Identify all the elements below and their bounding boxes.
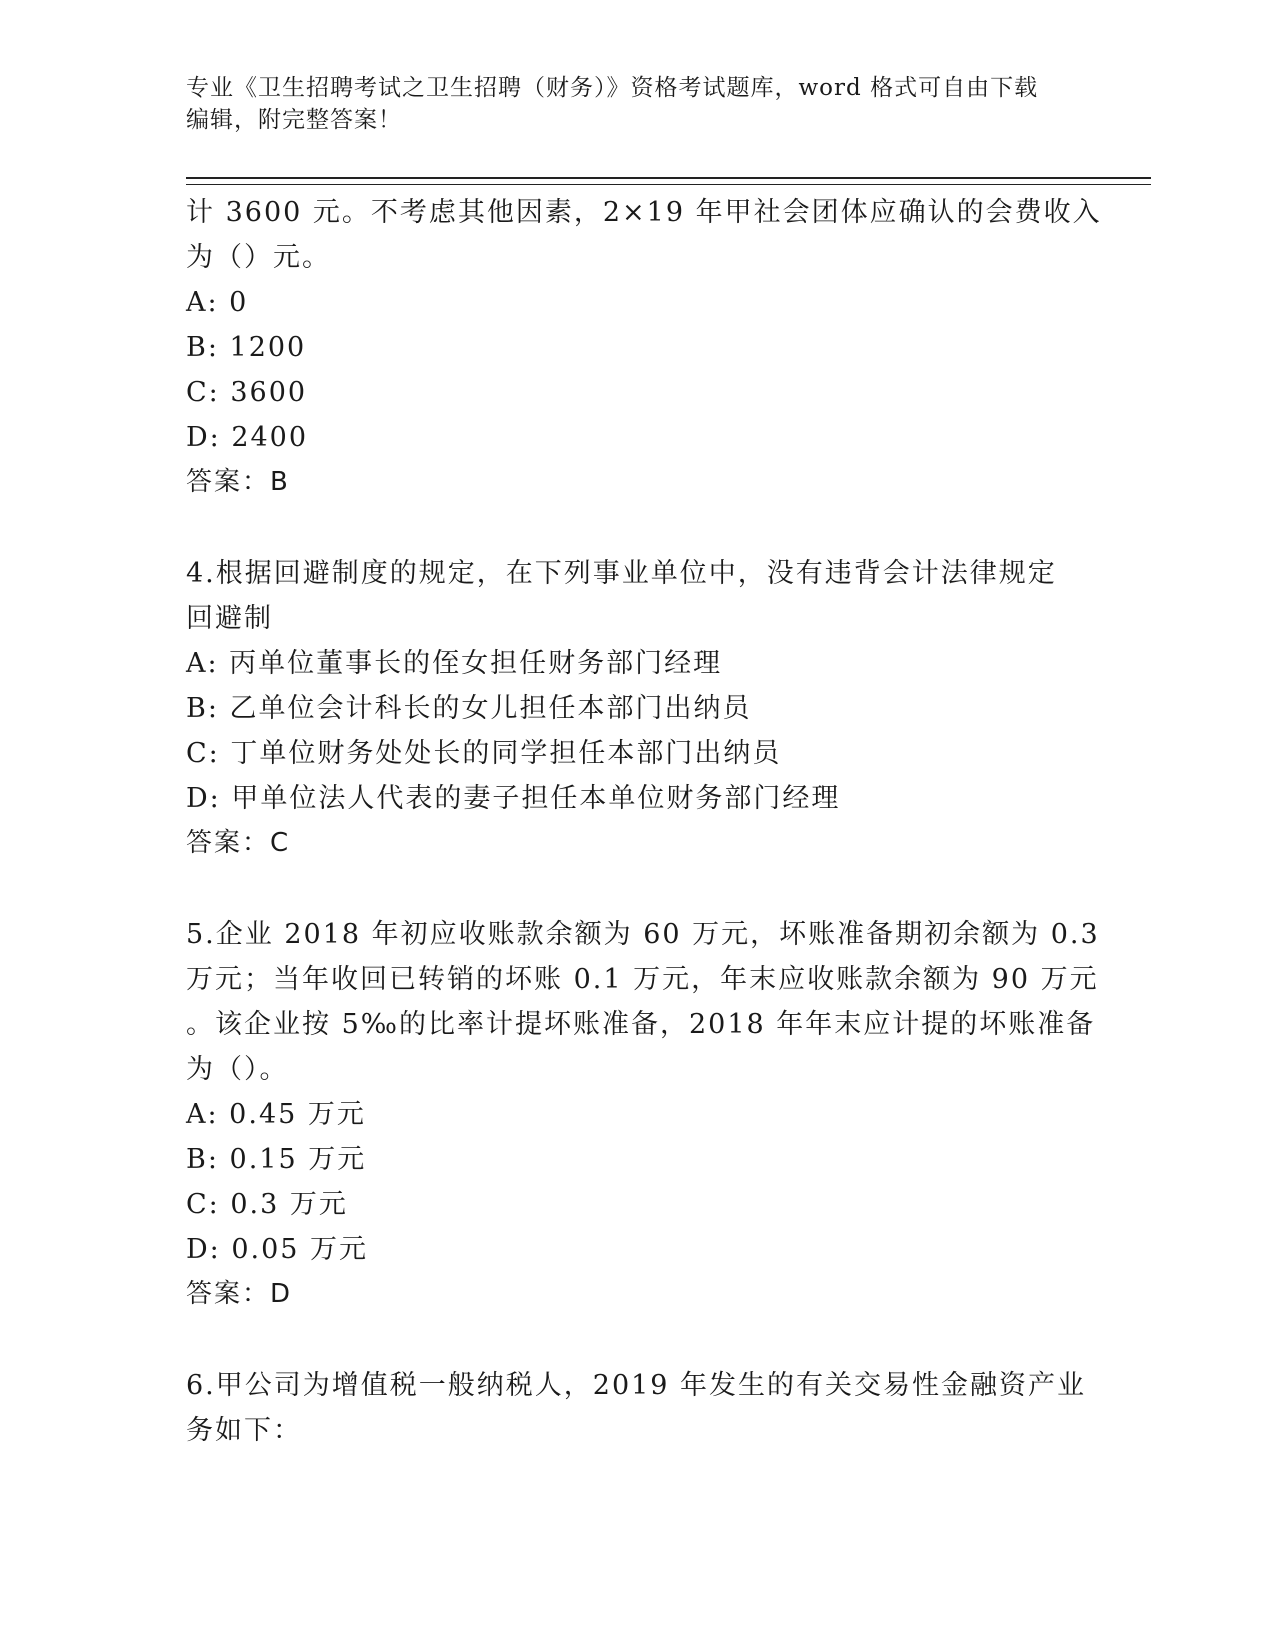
option-a: A: 0 bbox=[186, 287, 249, 318]
question-stem: 为（）。 bbox=[186, 1054, 289, 1085]
question-6 bbox=[186, 1363, 1087, 1453]
question-stem: 5.企业 2018 年初应收账款余额为 60 万元，坏账准备期初余额为 0.3 bbox=[186, 919, 1100, 950]
option-d: D: 2400 bbox=[186, 422, 309, 453]
question-stem: 务如下： bbox=[186, 1415, 302, 1446]
question-stem: 计 3600 元。不考虑其他因素，2×19 年甲社会团体应确认的会费收入 bbox=[186, 197, 1102, 228]
option-b: B: 乙单位会计科长的女儿担任本部门出纳员 bbox=[186, 693, 752, 724]
answer: 答案：B bbox=[186, 467, 290, 497]
option-b: B: 1200 bbox=[186, 332, 307, 363]
spacer bbox=[186, 1317, 1076, 1363]
option-a: A: 0.45 万元 bbox=[186, 1099, 366, 1130]
spacer bbox=[186, 866, 1076, 912]
document-header bbox=[186, 72, 1086, 136]
question-stem: 。该企业按 5‰的比率计提坏账准备，2018 年年末应计提的坏账准备 bbox=[186, 1009, 1096, 1040]
header-line-1: 专业《卫生招聘考试之卫生招聘（财务）》资格考试题库，word 格式可自由下载 bbox=[186, 75, 1039, 101]
option-d: D: 0.05 万元 bbox=[186, 1234, 369, 1265]
question-4 bbox=[186, 551, 1076, 866]
question-stem: 万元；当年收回已转销的坏账 0.1 万元，年末应收账款余额为 90 万元 bbox=[186, 964, 1099, 995]
option-a: A: 丙单位董事长的侄女担任财务部门经理 bbox=[186, 648, 723, 679]
header-divider bbox=[186, 177, 1151, 185]
spacer bbox=[186, 505, 1076, 551]
option-d: D: 甲单位法人代表的妻子担任本单位财务部门经理 bbox=[186, 783, 841, 814]
answer: 答案：C bbox=[186, 828, 291, 858]
question-3 bbox=[186, 190, 1102, 505]
header-line-2: 编辑，附完整答案！ bbox=[186, 107, 402, 133]
option-c: C: 丁单位财务处处长的同学担任本部门出纳员 bbox=[186, 738, 782, 769]
option-c: C: 3600 bbox=[186, 377, 308, 408]
question-5 bbox=[186, 912, 1100, 1317]
option-c: C: 0.3 万元 bbox=[186, 1189, 348, 1220]
answer: 答案：D bbox=[186, 1279, 293, 1309]
document-body bbox=[186, 190, 1102, 1453]
question-stem: 回避制 bbox=[186, 603, 273, 634]
option-b: B: 0.15 万元 bbox=[186, 1144, 367, 1175]
question-stem: 6.甲公司为增值税一般纳税人，2019 年发生的有关交易性金融资产业 bbox=[186, 1370, 1087, 1401]
question-stem: 为（）元。 bbox=[186, 242, 331, 273]
question-stem: 4.根据回避制度的规定，在下列事业单位中，没有违背会计法律规定 bbox=[186, 558, 1057, 589]
